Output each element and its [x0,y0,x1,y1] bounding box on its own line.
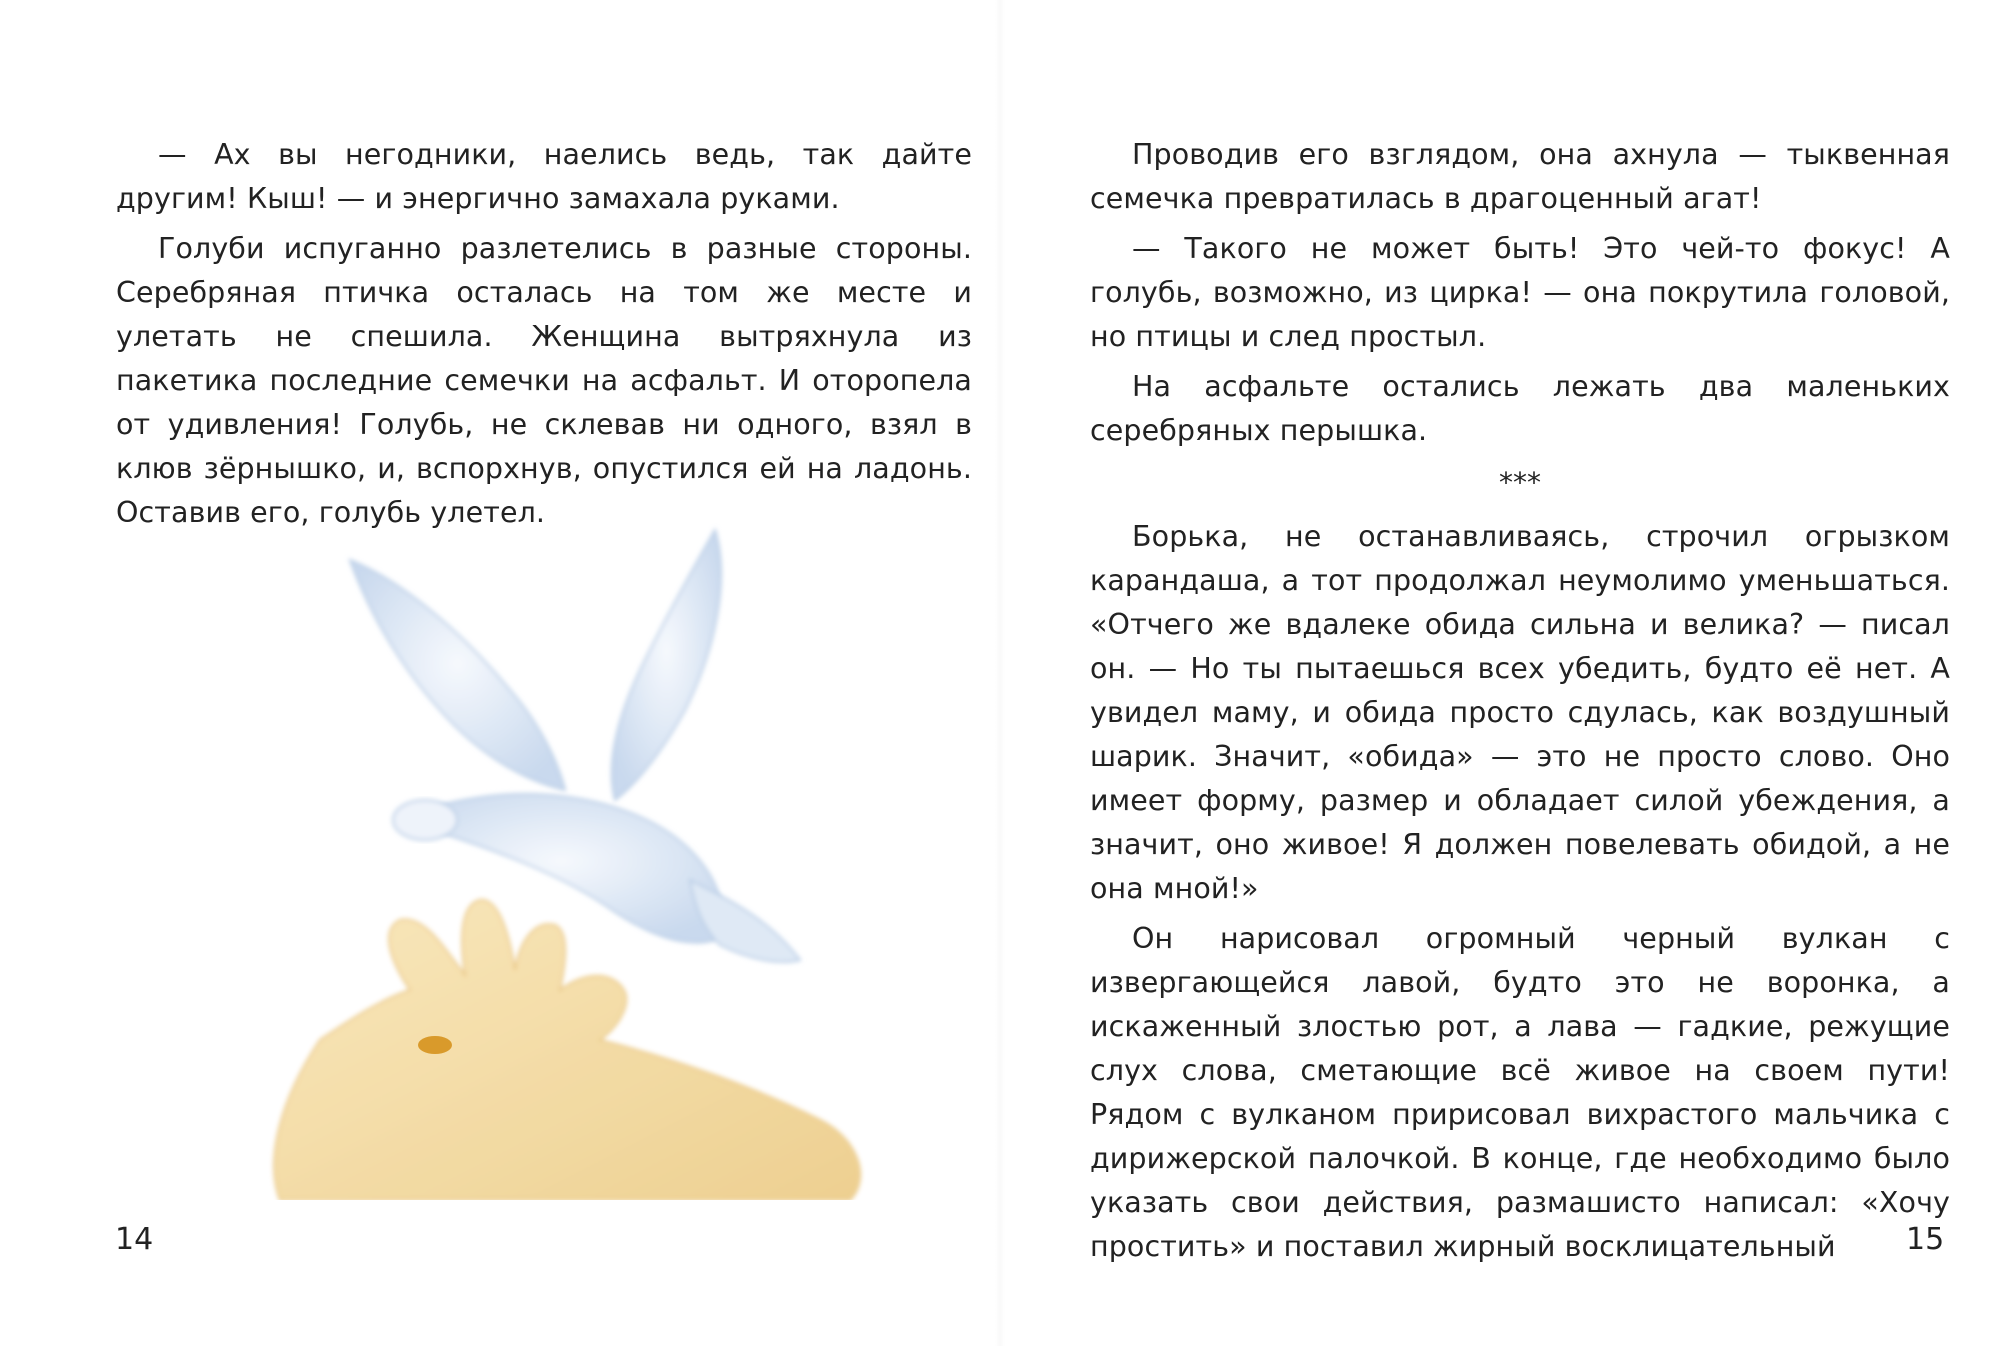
page-number-right: 15 [1906,1222,1945,1257]
dove-and-hand-illustration [260,520,880,1200]
paragraph: Голуби испуганно разлетелись в разные стороны. Серебряная птичка осталась на том же месте и улетать не спешила. Женщина вытряхнула из пакетика последние семечки на асфальт. И оторопела от удивления! Голубь, не склевав ни одного, взял в клюв зёрнышко, и, вспорхнув, опустился ей на ладонь. Оставив его, голубь улетел. [116,232,972,529]
right-page-text [1090,133,1950,1275]
section-separator: *** [1499,466,1541,499]
dove-right-wing [612,530,721,800]
dove-tail [690,880,800,962]
paragraph: Он нарисовал огромный черный вулкан с извергающейся лавой, будто это не воронка, а искаженный злостью рот, а лава — гадкие, режущие слух слова, сметающие всё живое на своем пути! Рядом с вулканом пририсовал вихрастого мальчика с дирижерской палочкой. В конце, где необходимо было указать свои действия, размашисто написал: «Хочу простить» и поставил жирный восклицательный [1090,922,1950,1263]
paragraph: Борька, не останавливаясь, строчил огрызком карандаша, а тот продолжал неумолимо уменьшаться. «Отчего же вдалеке обида сильна и велика? — писал он. — Но ты пытаешься всех убедить, будто её нет. А увидел маму, и обида просто сдулась, как воздушный шарик. Значит, «обида» — это не просто слово. Оно имеет форму, размер и обладает силой убеждения, а значит, оно живое! Я должен повелевать обидой, а не она мной!» [1090,520,1950,905]
page-number-left: 14 [115,1222,154,1257]
right-page [1000,0,2000,1346]
left-page-text [116,133,972,541]
paragraph: На асфальте остались лежать два маленьких серебряных перышка. [1090,370,1950,447]
dove-hand-drawing [260,520,880,1200]
paragraph: Проводив его взглядом, она ахнула — тыквенная семечка превратилась в драгоценный агат! [1090,138,1950,215]
paragraph: — Ах вы негодники, наелись ведь, так дайте другим! Кыш! — и энергично замахала руками. [116,138,972,215]
dove-head [393,800,457,840]
dove-left-wing [350,560,565,790]
seed [418,1036,452,1054]
paragraph: — Такого не может быть! Это чей-то фокус! А голубь, возможно, из цирка! — она покрутила головой, но птицы и след простыл. [1090,232,1950,353]
